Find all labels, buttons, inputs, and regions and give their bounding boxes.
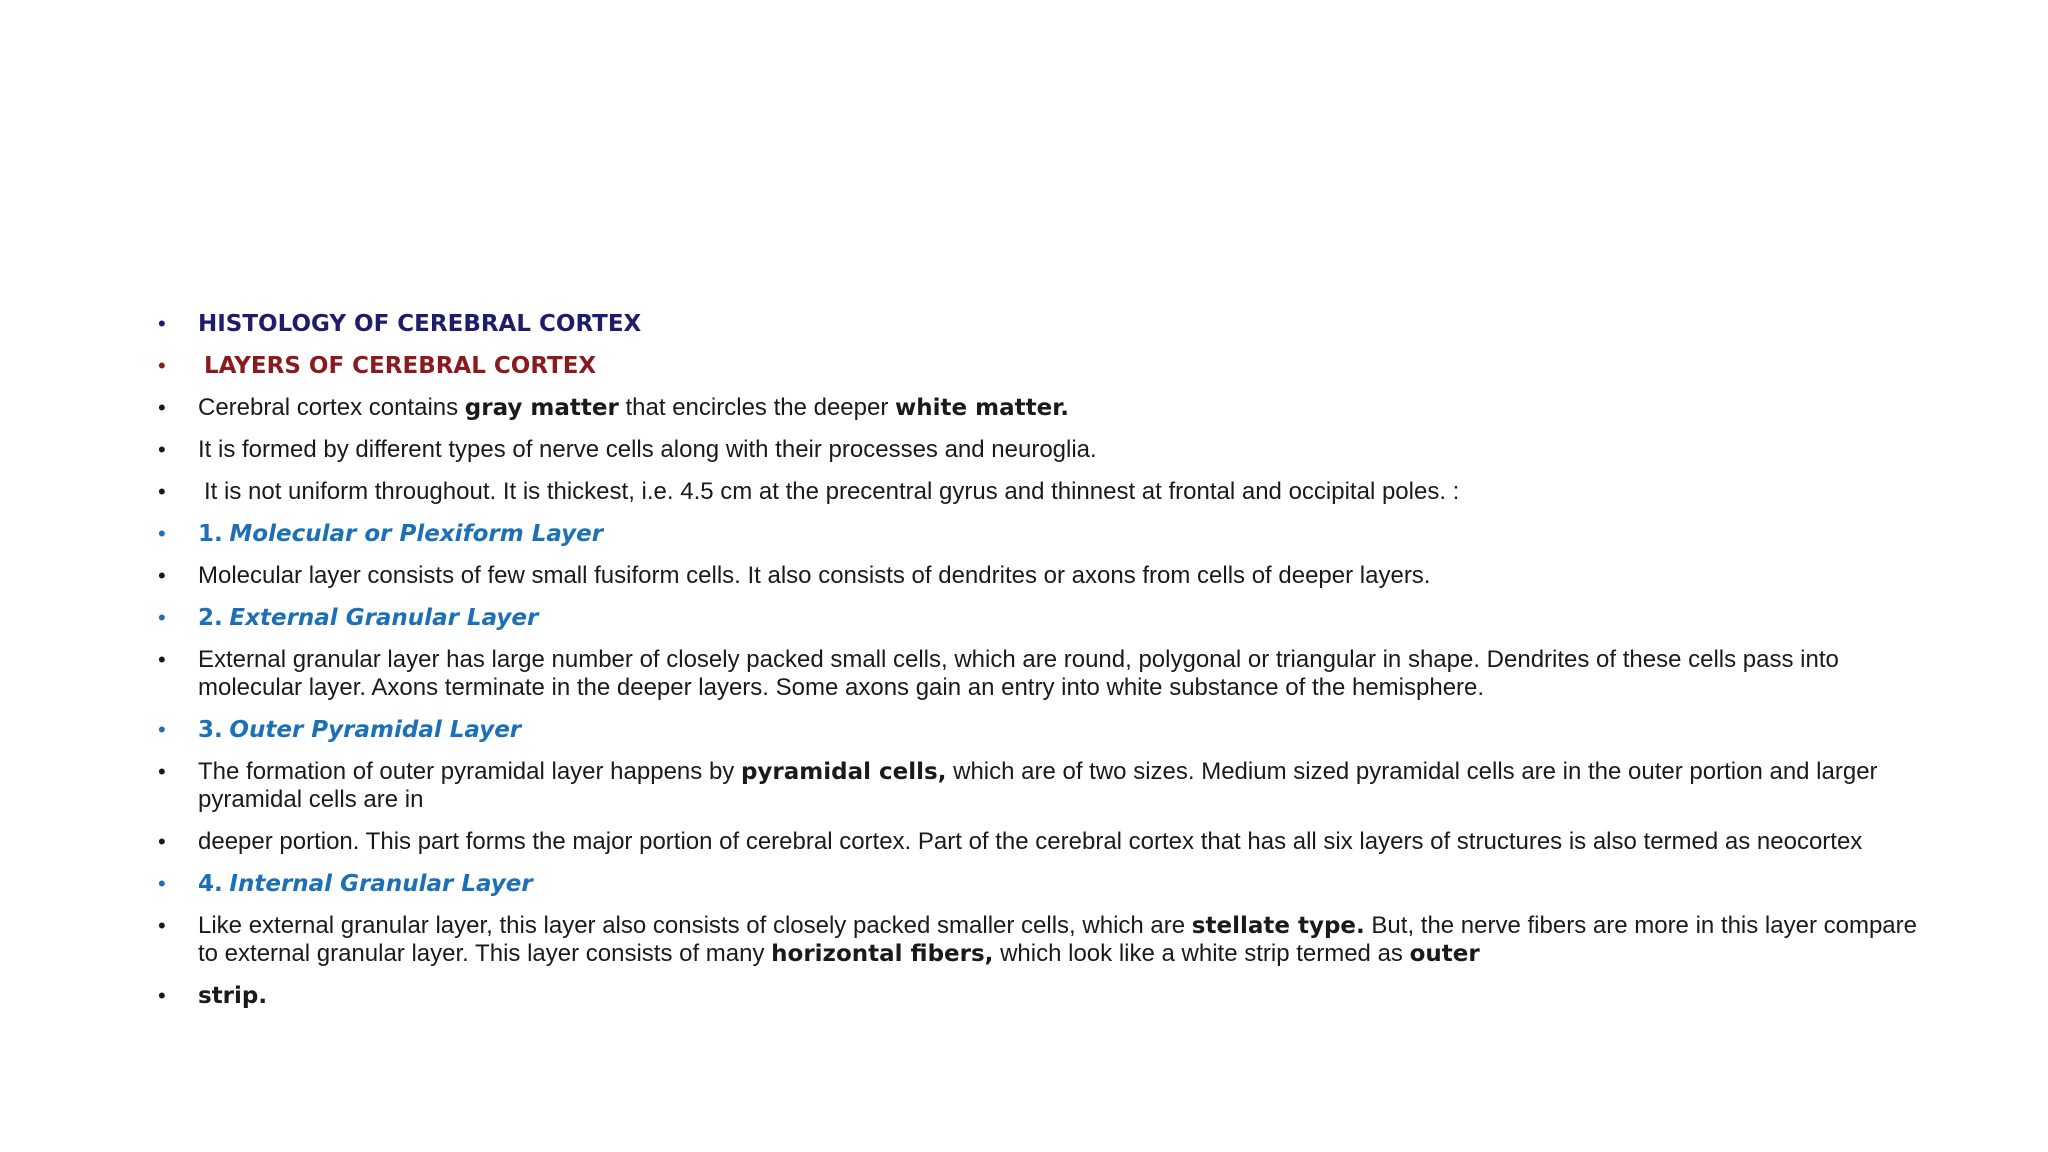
- bold-term: white matter.: [895, 395, 1069, 421]
- layer-3-description-continued: [158, 828, 1918, 856]
- layer-number: 4.: [198, 871, 223, 897]
- text-run: The formation of outer pyramidal layer happens by: [198, 758, 741, 785]
- intro-paragraph-2: [158, 436, 1918, 464]
- bullet-icon: •: [158, 717, 166, 742]
- text-run: which look like a white strip termed as: [993, 940, 1410, 967]
- layer-3-description: [158, 758, 1918, 814]
- intro-paragraph-1: [158, 394, 1918, 422]
- title-text: HISTOLOGY OF CEREBRAL CORTEX: [198, 311, 642, 337]
- bullet-icon: •: [158, 605, 166, 630]
- bullet-icon: •: [158, 521, 166, 546]
- intro-paragraph-3: [158, 478, 1918, 506]
- bullet-icon: •: [158, 353, 166, 378]
- text-run: It is formed by different types of nerve cells along with their processes and neuroglia.: [198, 436, 1097, 463]
- bold-term: outer: [1409, 941, 1480, 967]
- text-run: Like external granular layer, this layer also consists of closely packed smaller cells, which are: [198, 912, 1192, 939]
- bullet-icon: •: [158, 871, 166, 896]
- layer-2-heading: [158, 604, 1918, 632]
- text-run: which are of two sizes. Medium sized pyramidal cells are in the outer portion and larger pyramidal cells are in: [198, 758, 1878, 813]
- layer-4-heading: [158, 870, 1918, 898]
- layer-4-description-continued: [158, 982, 1918, 1010]
- text-run: But, the nerve fibers are more in this layer compare to external granular layer. This layer consists of many: [198, 912, 1917, 967]
- bullet-icon: •: [158, 437, 166, 462]
- bullet-list: [158, 310, 1918, 1024]
- text-run: Cerebral cortex contains: [198, 394, 465, 421]
- text-run: External granular layer has large number of closely packed small cells, which are round, polygonal or triangular in shape. Dendrites of these cells pass into molecular layer. Axons terminate in the deeper layers. Some axons gain an entry into white substance of the hemisphere.: [198, 646, 1839, 701]
- layer-4-description: [158, 912, 1918, 968]
- bullet-icon: •: [158, 479, 166, 504]
- text-run: deeper portion. This part forms the major portion of cerebral cortex. Part of the cerebral cortex that has all six layers of structures is also termed as neocortex: [198, 828, 1863, 855]
- layer-2-description: [158, 646, 1918, 702]
- layer-name: Outer Pyramidal Layer: [229, 717, 522, 743]
- bold-term: gray matter: [464, 395, 619, 421]
- bullet-icon: •: [158, 311, 166, 336]
- layer-number: 2.: [198, 605, 223, 631]
- bullet-icon: •: [158, 647, 166, 672]
- bold-term: strip.: [198, 983, 268, 1009]
- bullet-icon: •: [158, 913, 166, 938]
- text-run: Molecular layer consists of few small fusiform cells. It also consists of dendrites or axons from cells of deeper layers.: [198, 562, 1431, 589]
- layer-number: 3.: [198, 717, 223, 743]
- subtitle-text: LAYERS OF CEREBRAL CORTEX: [204, 353, 597, 379]
- text-run: It is not uniform throughout. It is thickest, i.e. 4.5 cm at the precentral gyrus and thinnest at frontal and occipital poles. :: [204, 478, 1460, 505]
- layer-name: External Granular Layer: [229, 605, 539, 631]
- text-run: that encircles the deeper: [618, 394, 896, 421]
- layer-name: Internal Granular Layer: [229, 871, 533, 897]
- bullet-icon: •: [158, 983, 166, 1008]
- layer-name: Molecular or Plexiform Layer: [229, 521, 604, 547]
- bold-term: pyramidal cells,: [740, 759, 947, 785]
- slide-subtitle: [158, 352, 1918, 380]
- bullet-icon: •: [158, 829, 166, 854]
- bullet-icon: •: [158, 395, 166, 420]
- bullet-icon: •: [158, 759, 166, 784]
- layer-1-description: [158, 562, 1918, 590]
- layer-number: 1.: [198, 521, 223, 547]
- bold-term: horizontal fibers,: [771, 941, 994, 967]
- layer-1-heading: [158, 520, 1918, 548]
- slide-title: [158, 310, 1918, 338]
- layer-3-heading: [158, 716, 1918, 744]
- bullet-icon: •: [158, 563, 166, 588]
- bold-term: stellate type.: [1191, 913, 1365, 939]
